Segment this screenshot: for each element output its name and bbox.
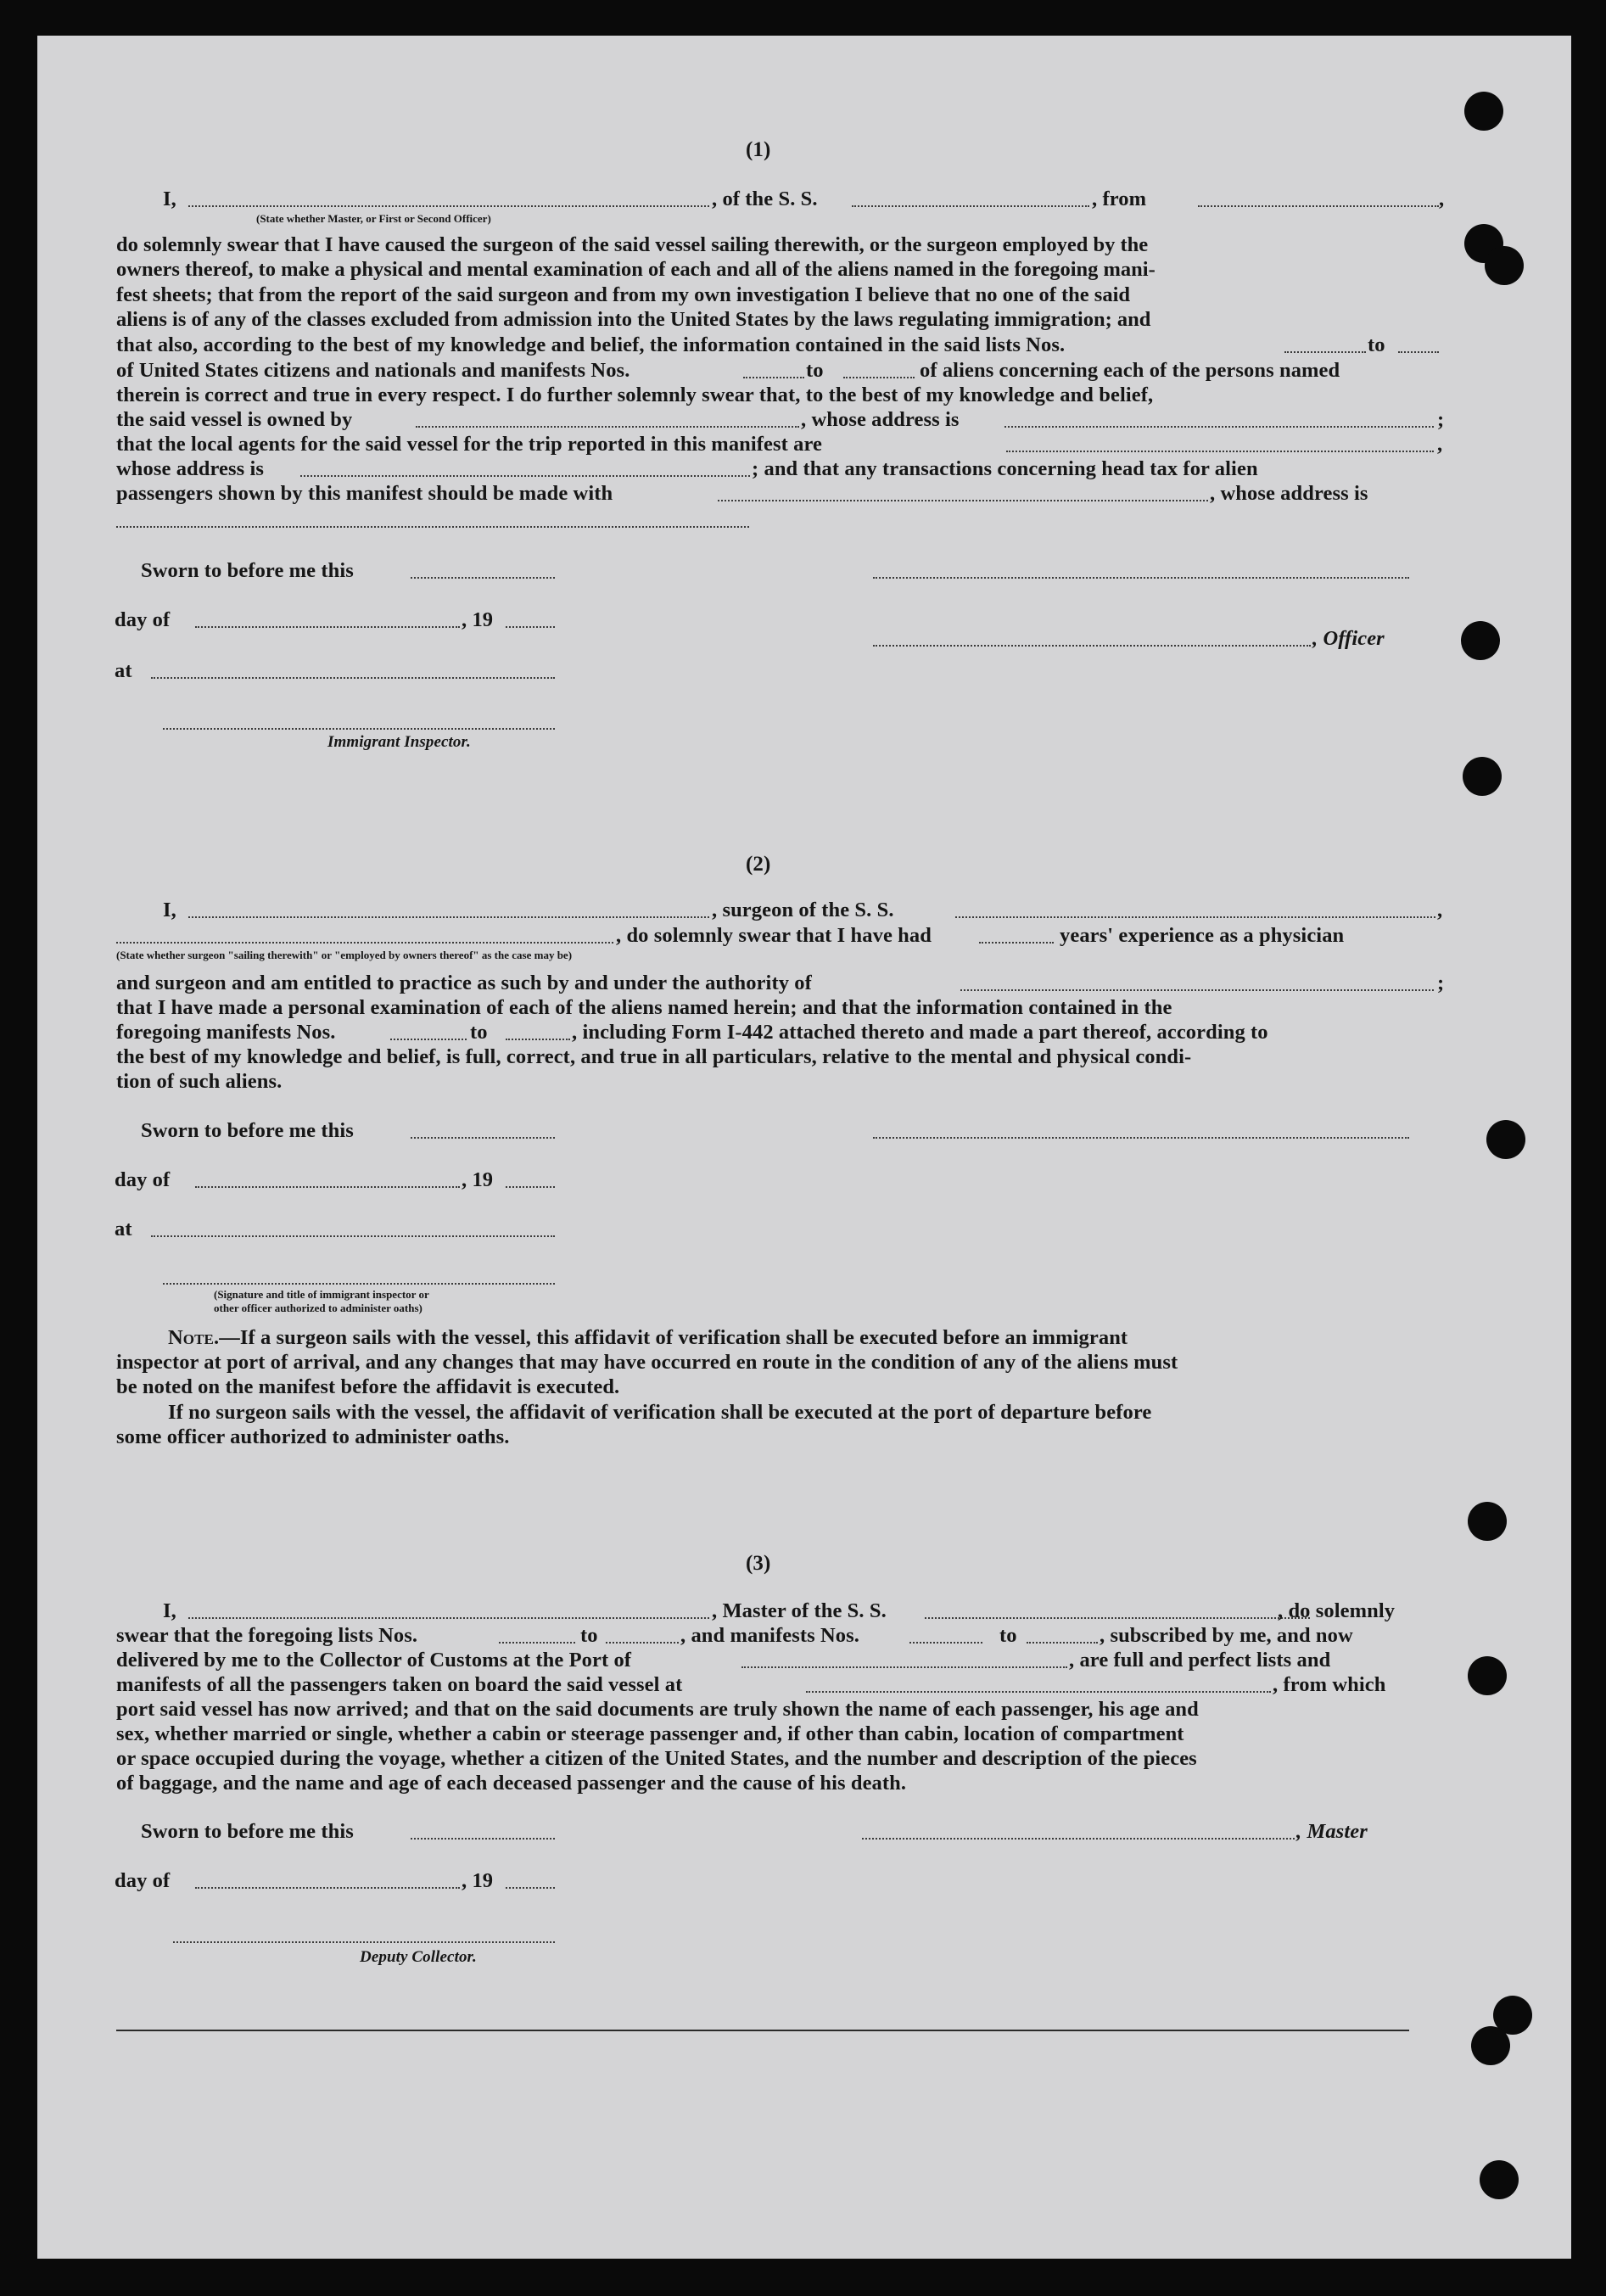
s3-l3b: , are full and perfect lists and [1069, 1649, 1331, 1672]
s1-l8a: the said vessel is owned by [116, 408, 353, 431]
s3-lists-to-field[interactable] [606, 1642, 679, 1644]
s3-year-field[interactable] [506, 1887, 555, 1889]
s2-sworn: Sworn to before me this [141, 1119, 354, 1142]
owner-address-field[interactable] [1004, 426, 1434, 428]
s2-year-field[interactable] [506, 1186, 555, 1188]
master-label: , Master [1296, 1820, 1368, 1843]
section-3-number: (3) [746, 1552, 771, 1575]
note-line: inspector at port of arrival, and any changes that may have occurred en route in the condition of any of the aliens must [116, 1351, 1178, 1374]
note-line: some officer authorized to administer oaths. [116, 1425, 510, 1448]
s3-l8: of baggage, and the name and age of each deceased passenger and the cause of his death. [116, 1772, 907, 1795]
sig-note-line: other officer authorized to administer oaths) [214, 1302, 422, 1314]
s3-l3a: delivered by me to the Collector of Customs at the Port of [116, 1649, 632, 1672]
officer-label: , Officer [1312, 627, 1385, 650]
s1-at: at [115, 659, 132, 682]
surgeon-name-field[interactable] [188, 916, 709, 918]
s1-from: , from [1092, 188, 1147, 210]
s1-month-field[interactable] [195, 626, 460, 628]
s1-year: , 19 [462, 608, 494, 631]
master-signature-field[interactable] [862, 1838, 1295, 1840]
port-of-arrival-field[interactable] [741, 1666, 1067, 1668]
s1-l11a: passengers shown by this manifest should be made with [116, 482, 613, 505]
s2-l2b: years' experience as a physician [1060, 924, 1345, 947]
note-line: If no surgeon sails with the vessel, the affidavit of verification shall be executed at the port of departure before [168, 1401, 1152, 1424]
s1-l5-to: to [1368, 333, 1385, 356]
s1-body-line: aliens is of any of the classes excluded from admission into the United States by the laws regulating immigration; and [116, 308, 1151, 332]
s2-place-field[interactable] [151, 1235, 555, 1237]
s3-lists-from-field[interactable] [499, 1642, 575, 1644]
s2-year: , 19 [462, 1168, 494, 1191]
s3-l2c: , subscribed by me, and now [1100, 1624, 1353, 1647]
s1-of-ss: , of the S. S. [712, 188, 818, 210]
sig-note-line: (Signature and title of immigrant inspector or [214, 1288, 429, 1301]
s2-month-field[interactable] [195, 1186, 460, 1188]
agents-address-field[interactable] [300, 475, 750, 477]
s2-l4: that I have made a personal examination of each of the aliens named herein; and that the information contained in the [116, 996, 1172, 1019]
s3-vessel-field[interactable] [925, 1617, 1310, 1619]
port-of-departure-field[interactable] [806, 1691, 1271, 1693]
note-label: Note. [168, 1326, 220, 1349]
s2-l1-end: , [1437, 899, 1443, 921]
s1-body-line: do solemnly swear that I have caused the surgeon of the said vessel sailing therewith, or the surgeon employed by the [116, 233, 1149, 256]
s2-sworn-date-field[interactable] [411, 1137, 555, 1139]
surgeon-status-note: (State whether surgeon "sailing therewith" or "employed by owners thereof" as the case may be) [116, 949, 573, 961]
s1-sworn: Sworn to before me this [141, 559, 354, 582]
s3-l2-to1: to [580, 1624, 598, 1647]
s1-comma: , [1439, 188, 1445, 210]
s2-l1b: , surgeon of the S. S. [712, 899, 894, 921]
s3-l4b: , from which [1273, 1673, 1386, 1696]
master-title-note: (State whether Master, or First or Second Officer) [256, 212, 491, 225]
owner-field[interactable] [416, 426, 799, 428]
s2-at: at [115, 1218, 132, 1240]
immigrant-inspector-label: Immigrant Inspector. [327, 733, 471, 751]
section-2-number: (2) [746, 853, 771, 876]
head-tax-contact-field[interactable] [718, 500, 1208, 501]
s2-l5-to: to [470, 1021, 488, 1044]
note-line [168, 1325, 1128, 1350]
s2-l5b: , including Form I-442 attached thereto and made a part thereof, according to [572, 1021, 1268, 1044]
note-text: —If a surgeon sails with the vessel, this affidavit of verification shall be executed before an immigrant [219, 1326, 1128, 1349]
s2-i: I, [163, 899, 176, 921]
s1-l7: therein is correct and true in every respect. I do further solemnly swear that, to the best of my knowledge and belief, [116, 384, 1154, 406]
s1-body [116, 232, 1409, 333]
head-tax-address-field[interactable] [116, 526, 749, 528]
s1-l11b: , whose address is [1210, 482, 1368, 505]
s2-l3-end: ; [1437, 972, 1445, 994]
s2-l5a: foregoing manifests Nos. [116, 1021, 336, 1044]
s1-sworn-date-field[interactable] [411, 577, 555, 579]
note-line: be noted on the manifest before the affidavit is executed. [116, 1375, 620, 1398]
s3-master-name-field[interactable] [188, 1617, 709, 1619]
s3-dayof: day of [115, 1869, 171, 1892]
s1-l10b: ; and that any transactions concerning head tax for alien [752, 457, 1258, 480]
punch-hole [1486, 1120, 1525, 1159]
s1-l8-end: ; [1437, 408, 1445, 431]
s1-body-line: owners thereof, to make a physical and mental examination of each and all of the aliens named in the foregoing mani- [116, 258, 1156, 282]
s2-signature-field[interactable] [873, 1137, 1409, 1139]
s3-l6: sex, whether married or single, whether a cabin or steerage passenger and, if other than cabin, location of compartment [116, 1722, 1184, 1745]
s3-l5: port said vessel has now arrived; and that on the said documents are truly shown the name of each passenger, his age and [116, 1698, 1199, 1721]
s3-l2-to2: to [999, 1624, 1017, 1647]
s3-month-field[interactable] [195, 1887, 460, 1889]
s3-l4a: manifests of all the passengers taken on board the said vessel at [116, 1673, 683, 1696]
lists-from-field[interactable] [1284, 351, 1366, 353]
punch-hole [1485, 246, 1524, 285]
s3-year: , 19 [462, 1869, 494, 1892]
bottom-rule [116, 2030, 1409, 2031]
section-1-number: (1) [746, 138, 771, 161]
s1-year-field[interactable] [506, 626, 555, 628]
s2-l6: the best of my knowledge and belief, is full, correct, and true in all particulars, relative to the mental and physical condi- [116, 1045, 1192, 1068]
punch-hole [1468, 1502, 1507, 1541]
s3-l1b: , Master of the S. S. [712, 1599, 887, 1622]
s2-dayof: day of [115, 1168, 171, 1191]
years-experience-field[interactable] [979, 942, 1054, 944]
s3-l1c: , do solemnly [1278, 1599, 1396, 1622]
s3-manifests-to-field[interactable] [1027, 1642, 1098, 1644]
manifests-to-field[interactable] [843, 377, 915, 378]
s1-l6-to: to [806, 359, 824, 382]
master-title-field[interactable] [188, 205, 709, 207]
officer-signature-field[interactable] [873, 645, 1311, 647]
s1-l10a: whose address is [116, 457, 265, 480]
punch-hole [1464, 92, 1503, 131]
s3-sworn: Sworn to before me this [141, 1820, 354, 1843]
lists-to-field[interactable] [1398, 351, 1439, 353]
s2-vessel-field[interactable] [955, 916, 1435, 918]
s3-l7: or space occupied during the voyage, whether a citizen of the United States, and the number and description of the pieces [116, 1747, 1197, 1770]
s2-inspector-signature-field[interactable] [163, 1283, 555, 1285]
s3-sworn-date-field[interactable] [411, 1838, 555, 1840]
s1-body-line: fest sheets; that from the report of the said surgeon and from my own investigation I believe that no one of the said [116, 283, 1130, 306]
from-port-field[interactable] [1198, 205, 1439, 207]
deputy-signature-field[interactable] [173, 1941, 555, 1943]
punch-hole [1480, 2160, 1519, 2199]
s2-l7: tion of such aliens. [116, 1070, 283, 1093]
local-agents-field[interactable] [1006, 451, 1434, 452]
s1-signature-field[interactable] [873, 577, 1409, 579]
s1-place-field[interactable] [151, 677, 555, 679]
s1-dayof: day of [115, 608, 171, 631]
deputy-collector-label: Deputy Collector. [360, 1948, 477, 1966]
form-page [37, 36, 1571, 2259]
s1-l8b: , whose address is [801, 408, 960, 431]
authority-field[interactable] [960, 989, 1434, 991]
surgeon-status-field[interactable] [116, 942, 613, 944]
s2-manifests-to-field[interactable] [506, 1039, 570, 1040]
s1-l5: that also, according to the best of my knowledge and belief, the information contained in the said lists Nos. [116, 333, 1066, 356]
s3-i: I, [163, 1599, 176, 1622]
s3-manifests-from-field[interactable] [909, 1642, 982, 1644]
s1-l6a: of United States citizens and nationals and manifests Nos. [116, 359, 630, 382]
s1-l9-end: , [1437, 433, 1443, 456]
punch-hole [1463, 757, 1502, 796]
vessel-name-field[interactable] [852, 205, 1089, 207]
s1-l6b: of aliens concerning each of the persons named [920, 359, 1340, 382]
manifests-from-field[interactable] [743, 377, 804, 378]
s2-manifests-from-field[interactable] [390, 1039, 467, 1040]
punch-hole [1471, 2026, 1510, 2065]
s3-l2a: swear that the foregoing lists Nos. [116, 1624, 418, 1647]
s1-l9: that the local agents for the said vessel for the trip reported in this manifest are [116, 433, 823, 456]
s2-l3a: and surgeon and am entitled to practice as such by and under the authority of [116, 972, 812, 994]
punch-hole [1468, 1656, 1507, 1695]
s3-l2b: , and manifests Nos. [680, 1624, 859, 1647]
punch-hole [1461, 621, 1500, 660]
s1-i: I, [163, 188, 176, 210]
s2-l2a: , do solemnly swear that I have had [616, 924, 932, 947]
